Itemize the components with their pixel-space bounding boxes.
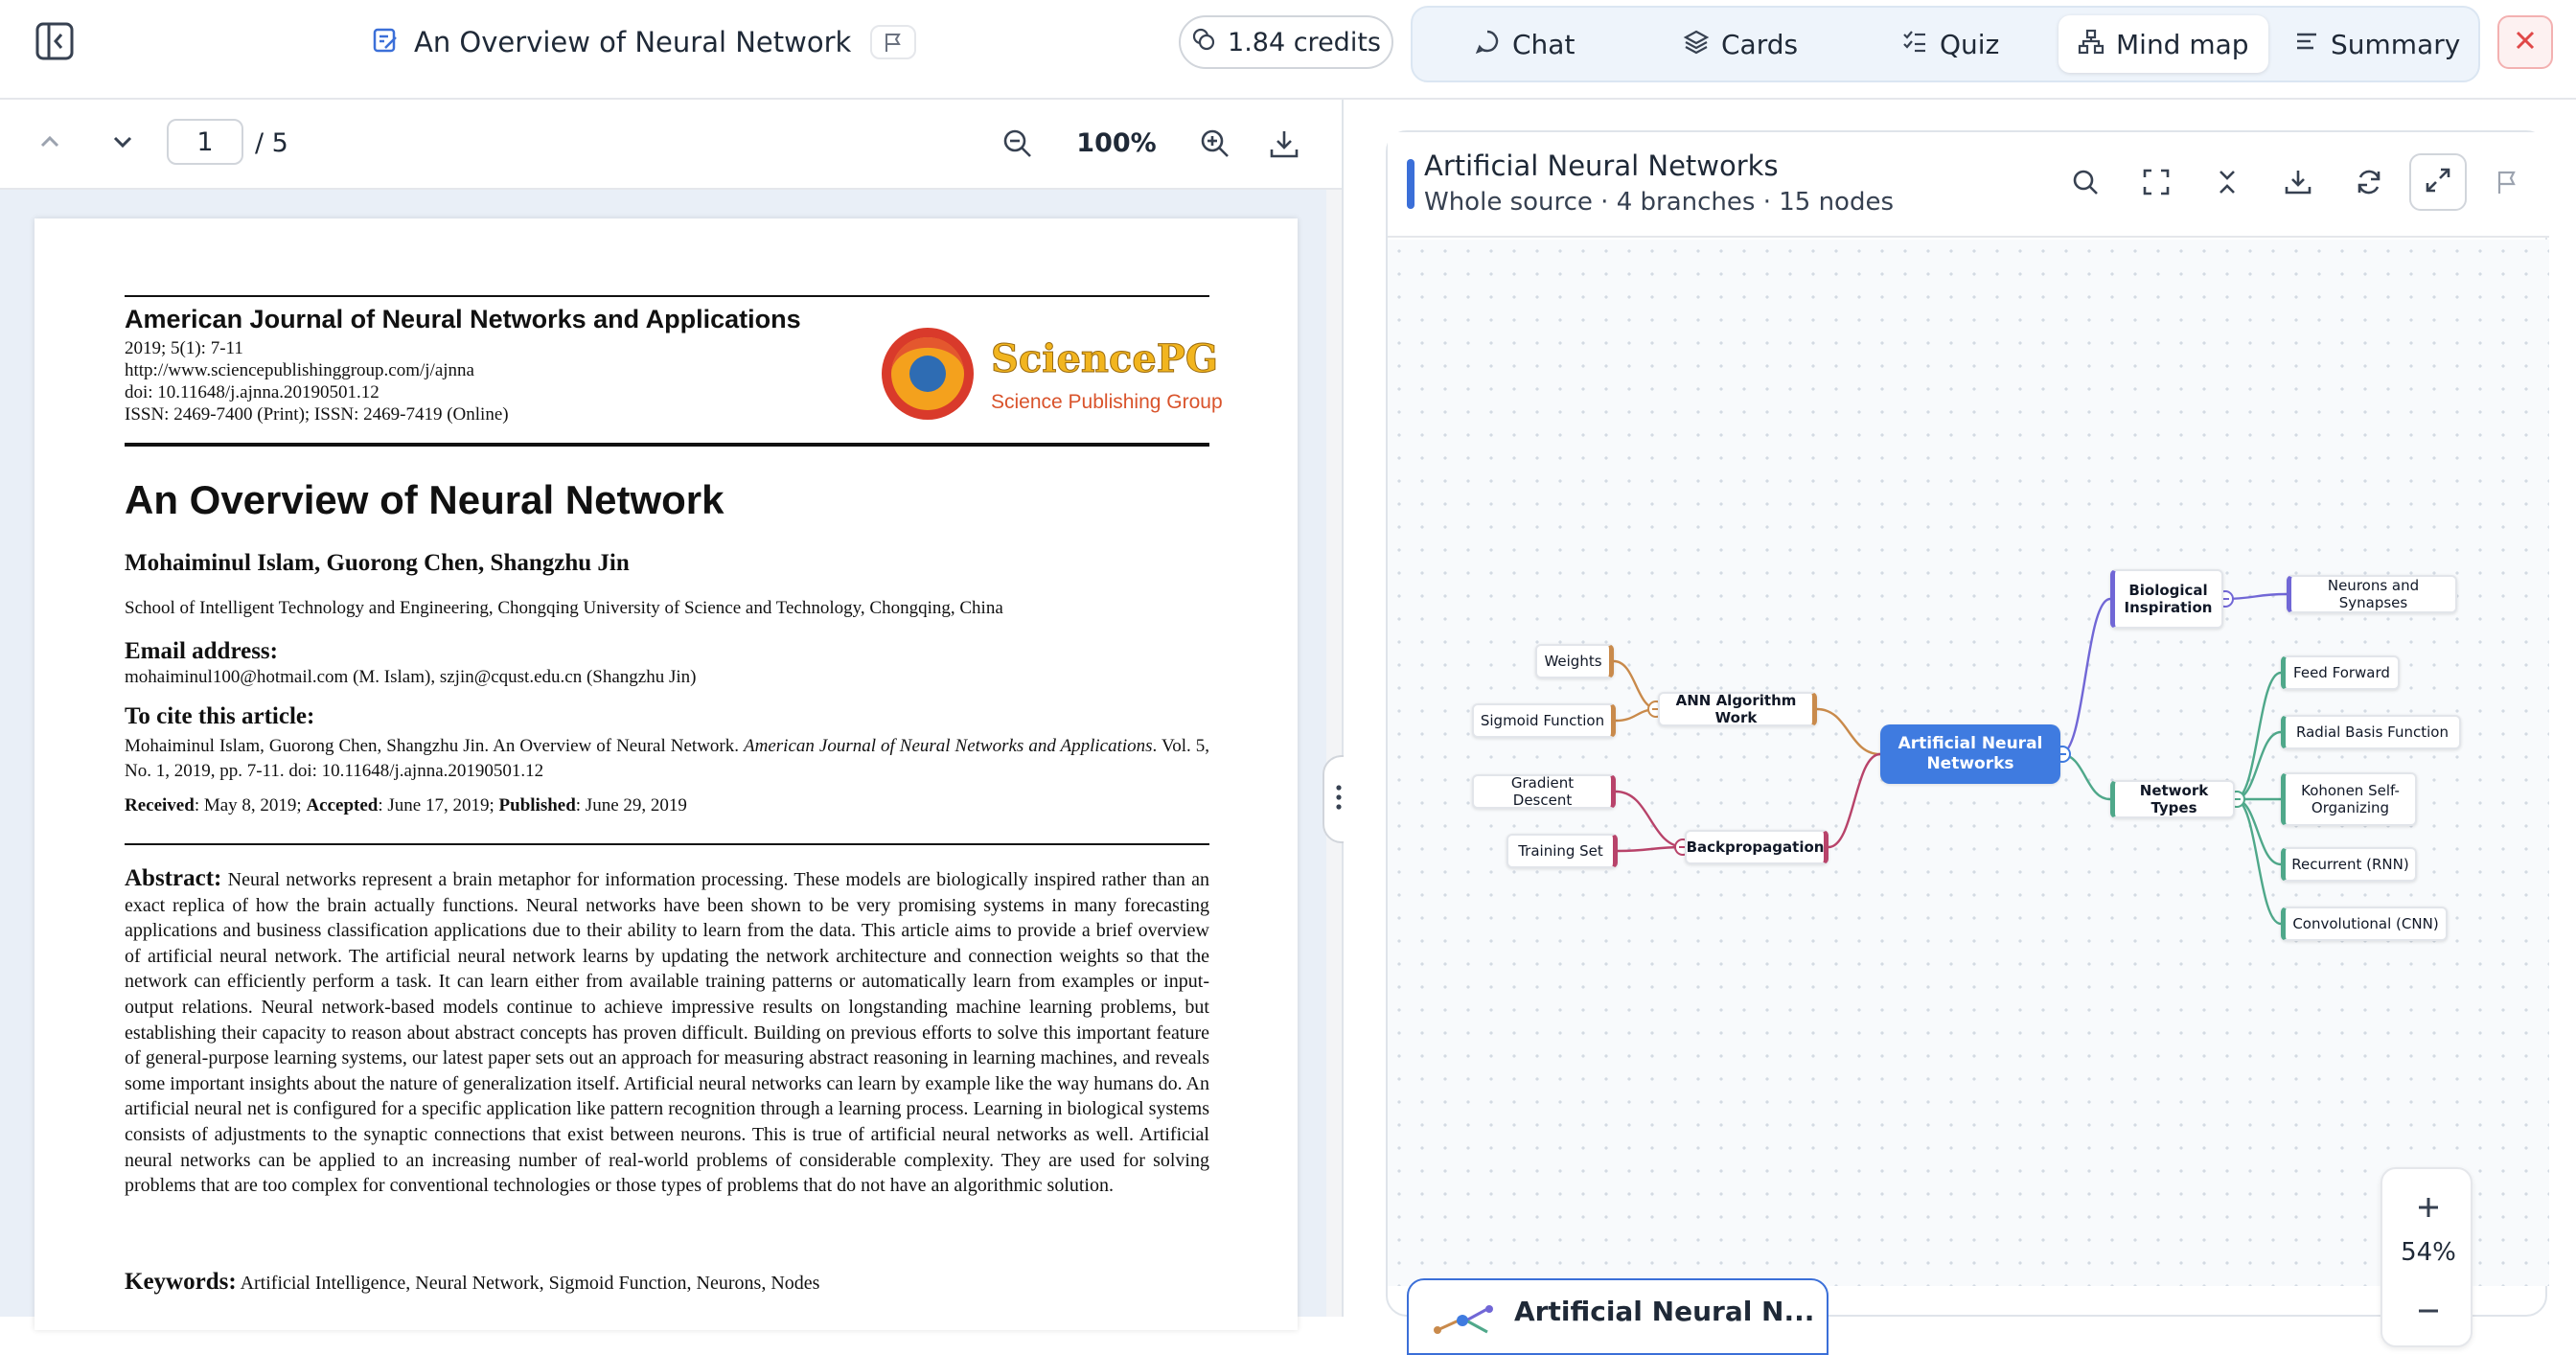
- mind-map-branch-node[interactable]: Backpropagation: [1685, 830, 1828, 864]
- credits-value: 1.84 credits: [1228, 27, 1381, 57]
- mind-map-root-node[interactable]: Artificial Neural Networks: [1880, 724, 2060, 784]
- mind-map-branch-node[interactable]: Biological Inspiration: [2110, 569, 2223, 629]
- tab-quiz-label: Quiz: [1940, 28, 2000, 60]
- connector-line: [2235, 673, 2281, 799]
- next-page-icon[interactable]: [107, 126, 138, 157]
- mind-map-leaf-node[interactable]: Kohonen Self-Organizing: [2281, 772, 2417, 826]
- tab-cards[interactable]: [1664, 15, 1817, 73]
- paper-affiliation: School of Intelligent Technology and Engineering, Chongqing University of Science and Technology, Chongqing, China: [125, 598, 1003, 618]
- accent-bar: [1407, 159, 1414, 209]
- email-heading: Email address:: [125, 638, 278, 664]
- sciencepg-logo: [880, 324, 1223, 424]
- credits-badge[interactable]: [1179, 15, 1393, 69]
- keywords-text: Artificial Intelligence, Neural Network, Sigmoid Function, Neurons, Nodes: [240, 1273, 820, 1294]
- tab-summary[interactable]: [2275, 15, 2479, 73]
- pdf-toolbar: [0, 100, 1342, 190]
- publication-dates: Received: May 8, 2019; Accepted: June 17, 2019; Published: June 29, 2019: [125, 795, 687, 815]
- download-icon[interactable]: [2279, 163, 2317, 201]
- fit-to-screen-icon[interactable]: [2137, 163, 2175, 201]
- zoom-in-icon[interactable]: [1198, 126, 1232, 161]
- collapse-all-icon[interactable]: [2208, 163, 2246, 201]
- zoom-controls: [2380, 1167, 2472, 1347]
- mind-map-leaf-node[interactable]: Training Set: [1506, 834, 1618, 868]
- mind-map-leaf-node[interactable]: Radial Basis Function: [2281, 715, 2461, 749]
- mind-map-leaf-node[interactable]: Gradient Descent: [1472, 774, 1616, 809]
- mind-map-subtitle: Whole source · 4 branches · 15 nodes: [1424, 188, 1895, 217]
- tab-mind-map-label: Mind map: [2116, 28, 2249, 60]
- mind-map-icon: [2078, 28, 2104, 61]
- mind-map-title: Artificial Neural Networks: [1424, 149, 1779, 182]
- keywords-label: Keywords:: [125, 1269, 237, 1295]
- top-bar: [0, 0, 2576, 100]
- page-number-input[interactable]: [167, 119, 243, 165]
- summary-lines-icon: [2294, 29, 2319, 60]
- cite-heading: To cite this article:: [125, 703, 315, 729]
- tab-chat[interactable]: [1455, 15, 1594, 73]
- document-edit-icon[interactable]: [372, 27, 399, 58]
- connector-line: [1616, 792, 1685, 847]
- tab-chat-label: Chat: [1512, 28, 1576, 60]
- citation-text: Mohaiminul Islam, Guorong Chen, Shangzhu Jin. An Overview of Neural Network. American Journal of Neural Networks and Applications. Vol. 5, No. 1, 2019, pp. 7-11. doi: 10.11648/j.ajnna.20190501.12: [125, 736, 1209, 781]
- refresh-icon[interactable]: [2350, 163, 2388, 201]
- abstract-text: Neural networks represent a brain metaphor for information processing. These models are biologically inspired rather than an exact replica of how the brain actually functions. Neural networks have been shown to be very promising systems in many forecasting applications and business classification applications due to their ability to learn from the data. This article aims to provide a brief overview of artificial neural network. The artificial neural network learns by updating the network architecture and connection weights so that the network can efficiently perform a task. It can learn either from available training patterns or automatically learn from examples or input-output relations. Neural network-based models continue to achieve impressive results on longstanding machine learning problems, but establishing their capacity to reason about abstract concepts has proven difficult. Building on previous efforts to solve this important feature of general-purpose learning systems, our latest paper sets out an approach for measuring abstract reasoning in learning machines, and reveals some important insights about the nature of generalization itself. Artificial neural networks can learn by example like the way humans do. An artificial neural net is configured for a specific application like pattern recognition through a learning process. Learning in biological systems consists of adjustments to the synaptic connections that exist between neurons. This is true of artificial neural networks as well. Artificial neural networks can be applied to an increasing number of real-world problems of considerable complexity. They are used for solving problems that are too complex for conventional technologies or those types of problems that do not have an algorithmic solution.: [125, 869, 1210, 1197]
- abstract-rule: [125, 843, 1209, 845]
- download-icon[interactable]: [1267, 126, 1301, 161]
- report-flag-icon[interactable]: [870, 25, 916, 59]
- saved-mind-map-tab[interactable]: [1407, 1278, 1828, 1355]
- close-icon: [2514, 29, 2537, 57]
- mind-map-branch-node[interactable]: ANN Algorithm Work: [1658, 692, 1817, 726]
- header-rule: [125, 443, 1209, 447]
- connector-line: [2060, 599, 2110, 754]
- svg-text:SciencePG: SciencePG: [991, 336, 1219, 381]
- checklist-icon: [1901, 28, 1928, 61]
- journal-meta-line: ISSN: 2469-7400 (Print); ISSN: 2469-7419 (Online): [125, 404, 509, 425]
- mind-map-leaf-node[interactable]: Recurrent (RNN): [2281, 847, 2417, 882]
- tab-cards-label: Cards: [1721, 28, 1799, 60]
- connector-line: [2060, 754, 2110, 799]
- abstract-label: Abstract:: [125, 865, 222, 891]
- tab-mind-map[interactable]: [2058, 15, 2268, 73]
- collapse-sidebar-icon[interactable]: [34, 21, 75, 61]
- zoom-out-icon[interactable]: [1000, 126, 1035, 161]
- pdf-scrollbar[interactable]: [1326, 190, 1342, 1317]
- close-panel-button[interactable]: [2497, 15, 2553, 69]
- mind-map-leaf-node[interactable]: Convolutional (CNN): [2281, 907, 2448, 941]
- coins-icon: [1191, 27, 1216, 58]
- expand-icon: [2425, 167, 2451, 198]
- mind-map-leaf-node[interactable]: Weights: [1535, 644, 1614, 678]
- zoom-percentage: 54%: [2401, 1238, 2456, 1267]
- saved-mind-map-label: Artificial Neural N...: [1514, 1296, 1815, 1327]
- mind-map-canvas[interactable]: [1388, 240, 2549, 1286]
- connector-line: [1817, 709, 1880, 754]
- keywords: [125, 1269, 819, 1296]
- zoom-out-icon[interactable]: [2409, 1292, 2448, 1330]
- paper-title: An Overview of Neural Network: [125, 477, 724, 522]
- tool-tabs: [1411, 6, 2480, 82]
- mind-map-leaf-node[interactable]: Feed Forward: [2281, 655, 2400, 690]
- journal-meta-line: doi: 10.11648/j.ajnna.20190501.12: [125, 382, 380, 402]
- chat-bubble-icon: [1474, 28, 1501, 61]
- mind-map-leaf-node[interactable]: Sigmoid Function: [1472, 703, 1616, 738]
- expand-fullscreen-button[interactable]: [2409, 153, 2467, 211]
- zoom-in-icon[interactable]: [2409, 1188, 2448, 1227]
- journal-meta-line: http://www.sciencepublishinggroup.com/j/ajnna: [125, 360, 474, 380]
- document-title-group: [372, 19, 916, 65]
- tab-summary-label: Summary: [2331, 28, 2461, 60]
- mind-map-leaf-node[interactable]: Neurons and Synapses: [2287, 575, 2457, 613]
- pdf-page: [34, 218, 1298, 1330]
- mind-map-thumbnail-icon: [1430, 1301, 1503, 1344]
- mind-map-header: [1388, 132, 2549, 238]
- header-rule: [125, 295, 1209, 297]
- zoom-level: 100%: [1076, 128, 1157, 158]
- report-flag-icon[interactable]: [2488, 163, 2526, 201]
- journal-name: American Journal of Neural Networks and Applications: [125, 305, 801, 333]
- document-title: An Overview of Neural Network: [414, 26, 852, 58]
- previous-page-icon[interactable]: [34, 126, 65, 157]
- svg-text:Science Publishing Group: Science Publishing Group: [991, 391, 1223, 413]
- abstract: [125, 866, 1209, 1199]
- search-icon[interactable]: [2066, 163, 2104, 201]
- paper-authors: Mohaiminul Islam, Guorong Chen, Shangzhu Jin: [125, 550, 630, 576]
- journal-meta-line: 2019; 5(1): 7-11: [125, 338, 243, 358]
- mind-map-panel: [1386, 130, 2547, 1327]
- layers-icon: [1683, 28, 1710, 61]
- tab-quiz[interactable]: [1882, 15, 2018, 73]
- mind-map-branch-node[interactable]: Network Types: [2110, 780, 2235, 818]
- connector-line: [2235, 799, 2281, 864]
- connector-line: [1828, 754, 1880, 847]
- pdf-viewer: [0, 100, 1342, 1317]
- page-total: / 5: [255, 128, 288, 158]
- email-addresses: mohaiminul100@hotmail.com (M. Islam), szjin@cqust.edu.cn (Shangzhu Jin): [125, 667, 697, 687]
